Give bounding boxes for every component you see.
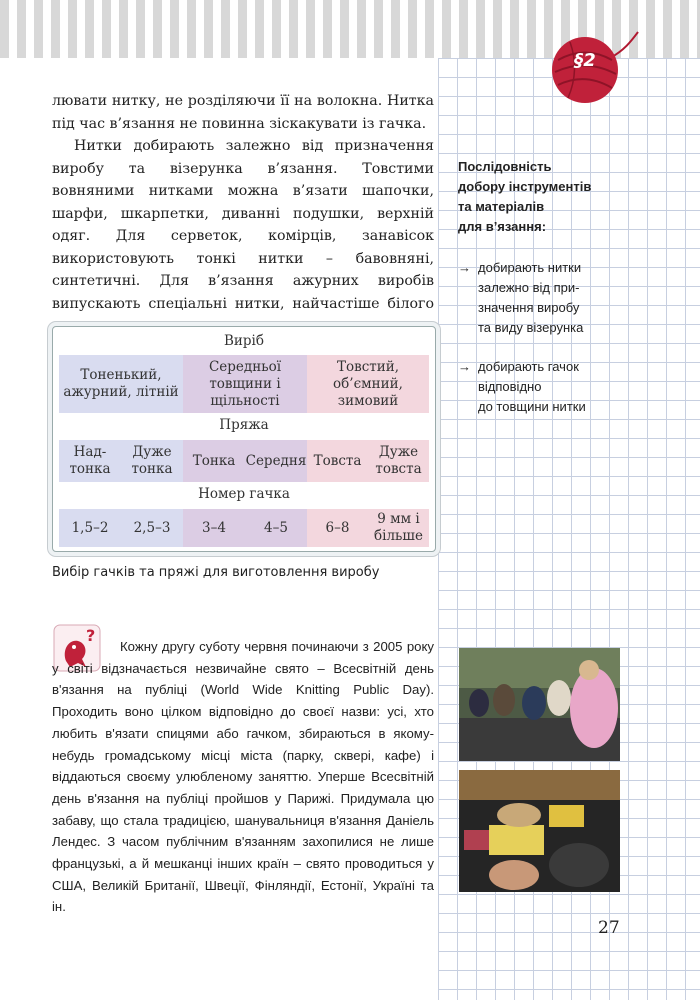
table-cell: 6–8 (307, 509, 368, 547)
paragraph-2: Нитки добирають залежно від призначення виробу та візерунка в’язання. Товстими вовняними нитками можна в’язати шапочки, шарфи, шкарпетки, диванні подушки, верхній одяг. Для серветок, комірців, занавісок використовують тонкі нитки – бавовняні, синтетичні. Для в’язання ажурних виробів випускають спеціальні нитки, найчастіше білого (52, 138, 434, 312)
table-header-yarn: Пряжа (219, 417, 269, 433)
sidebar-item: → добирають гачок відповідно до товщини нитки (458, 357, 658, 417)
section-badge: §2 (574, 50, 596, 71)
table-cell: Товста (307, 440, 368, 482)
arrow-icon: → (458, 359, 471, 374)
table-cell: 1,5–2 (59, 509, 121, 547)
fact-text: Кожну другу суботу червня починаючи з 2005 року у світі відзначається незвичайне свято – Всесвітній день в'язання на публіці (World Wide Knitting Public Day). Проходить воно цілком відповідно до своєї назви: усі, хто любить в'язати спицями або гачком, збираються в якому-небудь громадському місці міста (парку, сквері, кафе) і віддаються своєму улюбленому заняттю. Уперше Всесвітній день в'язання на публіці пройшов у Парижі. Придумала цю забаву, що стала традицією, шанувальниця в'язання Даніель Лендес. З часом публічним в'язанням захопилися не лише французькі, а й мешканці інших країн – свято проводиться у США, Великій Британії, Швеції, Фінляндії, Естонії, Україні та ін. (52, 639, 434, 915)
table-header-hook: Номер гачка (198, 486, 290, 502)
table-cell: Товстий, об’ємний, зимовий (307, 355, 429, 413)
sidebar-title: Послідовність добору інструментів та матеріалів для в’язання: (458, 159, 592, 234)
arrow-icon: → (458, 260, 471, 275)
table-header-product: Виріб (223, 333, 264, 349)
table-row-products (59, 355, 429, 413)
table-cell: Дуже товста (368, 440, 429, 482)
table-cell: Середня (245, 440, 307, 482)
table-cell: Тонка (183, 440, 245, 482)
sidebar-list (458, 258, 658, 436)
table-cell: 3–4 (183, 509, 245, 547)
svg-text:?: ? (86, 626, 96, 645)
selection-table (52, 326, 436, 552)
table-cell: 4–5 (245, 509, 307, 547)
paragraph-1: лювати нитку, не розділяючи її на волокна. Нитка під час в’язання не повинна зіскакувати із гачка. (52, 93, 434, 132)
table-row-yarns (59, 440, 429, 482)
table-cell: Середньої товщини і щільності (183, 355, 307, 413)
knitting-park-photo (459, 648, 620, 761)
knitting-table-photo (459, 770, 620, 892)
table-cell: 9 мм і більше (368, 509, 429, 547)
table-cell: Над-тонка (59, 440, 121, 482)
sidebar-item: → добирають нитки залежно від при- значення виробу та виду візерунка (458, 258, 658, 338)
table-cell: Дуже тонка (121, 440, 183, 482)
table-row-hooks (59, 509, 429, 547)
table-caption: Вибір гачків та пряжі для виготовлення виробу (52, 565, 380, 580)
table-cell: Тоненький, ажурний, літній (59, 355, 183, 413)
page-number: 27 (598, 918, 620, 938)
main-text (52, 90, 434, 338)
table-cell: 2,5–3 (121, 509, 183, 547)
